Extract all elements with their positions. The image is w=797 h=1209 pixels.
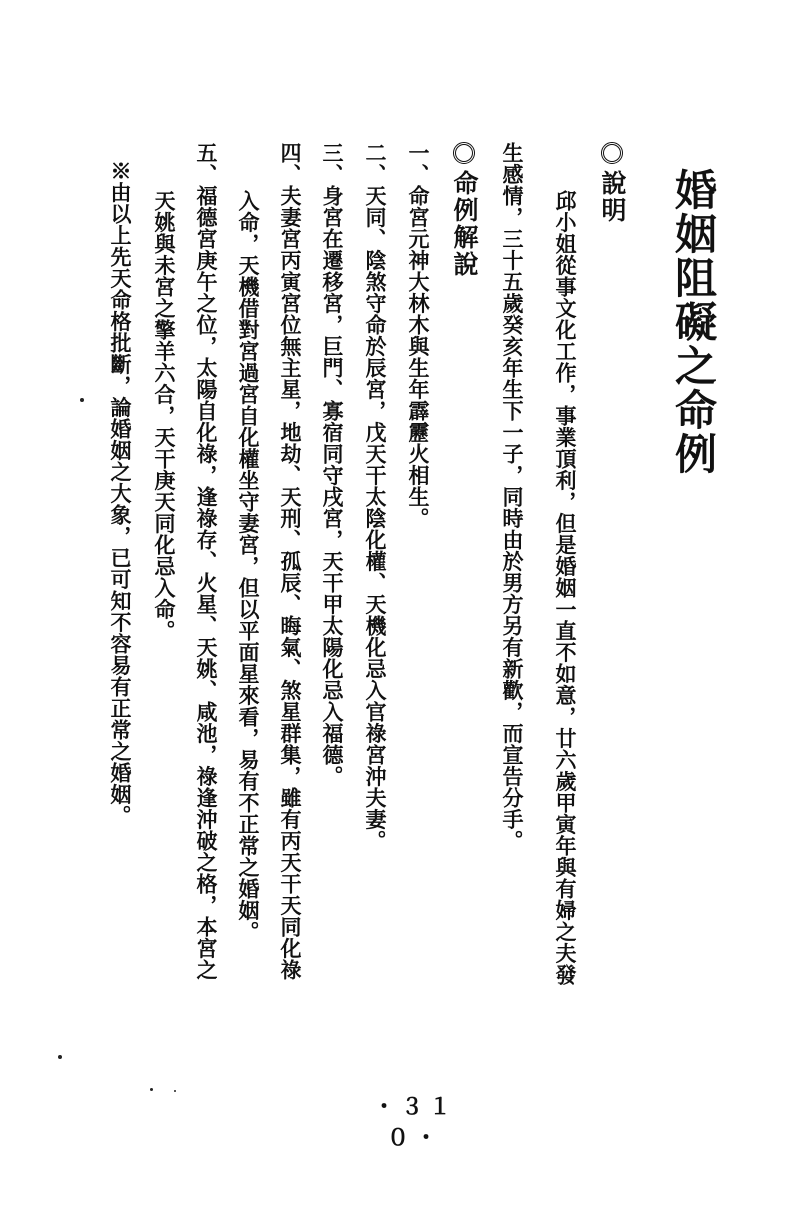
analysis-item-4-line-2: 入命，天機借對宮過宮自化權坐守妻宮，但以平面星來看，易有不正常之婚姻。 xyxy=(236,190,261,943)
analysis-item-1: 一、命宮元神大林木與生年霹靂火相生。 xyxy=(406,142,431,529)
analysis-heading: 命例解說 xyxy=(450,170,479,278)
explanation-heading: 說明 xyxy=(598,170,627,224)
analysis-item-4-line-1: 四、夫妻宮丙寅宮位無主星，地劫、天刑、孤辰、晦氣、煞星群集，雖有丙天干天同化祿 xyxy=(278,142,303,981)
double-circle-bullet-icon xyxy=(601,142,623,164)
double-circle-bullet-icon xyxy=(453,142,475,164)
page-number: ・３１０・ xyxy=(372,1094,457,1151)
analysis-item-5-line-1: 五、福德宮庚午之位，太陽自化祿，逢祿存、火星、天姚、咸池，祿逢沖破之格，本宮之 xyxy=(194,142,219,981)
analysis-item-3: 三、身宮在遷移宮，巨門、寡宿同守戌宮，天干甲太陽化忌入福德。 xyxy=(320,142,345,787)
explanation-line-2: 生感情，三十五歲癸亥年生下一子，同時由於男方另有新歡，而宣告分手。 xyxy=(500,142,525,852)
scan-speck xyxy=(80,398,84,402)
analysis-item-5-line-2: 天姚與未宮之擎羊六合，天干庚天同化忌入命。 xyxy=(152,190,177,642)
analysis-item-2: 二、天同、陰煞守命於辰宮，戊天干太陰化權、天機化忌入官祿宮沖夫妻。 xyxy=(363,142,388,852)
page-title: 婚姻阻礙之命例 xyxy=(669,168,718,476)
explanation-heading-block xyxy=(600,142,625,224)
explanation-line-1: 邱小姐從事文化工作，事業頂利，但是婚姻一直不如意，廿六歲甲寅年與有婦之夫發 xyxy=(553,190,578,986)
scan-speck xyxy=(58,1055,62,1059)
scan-speck xyxy=(150,1088,153,1091)
conclusion-note: ※由以上先天命格批斷，論婚姻之大象，已可知不容易有正常之婚姻。 xyxy=(108,160,133,827)
scan-speck xyxy=(174,1090,176,1092)
analysis-heading-block xyxy=(452,142,477,278)
